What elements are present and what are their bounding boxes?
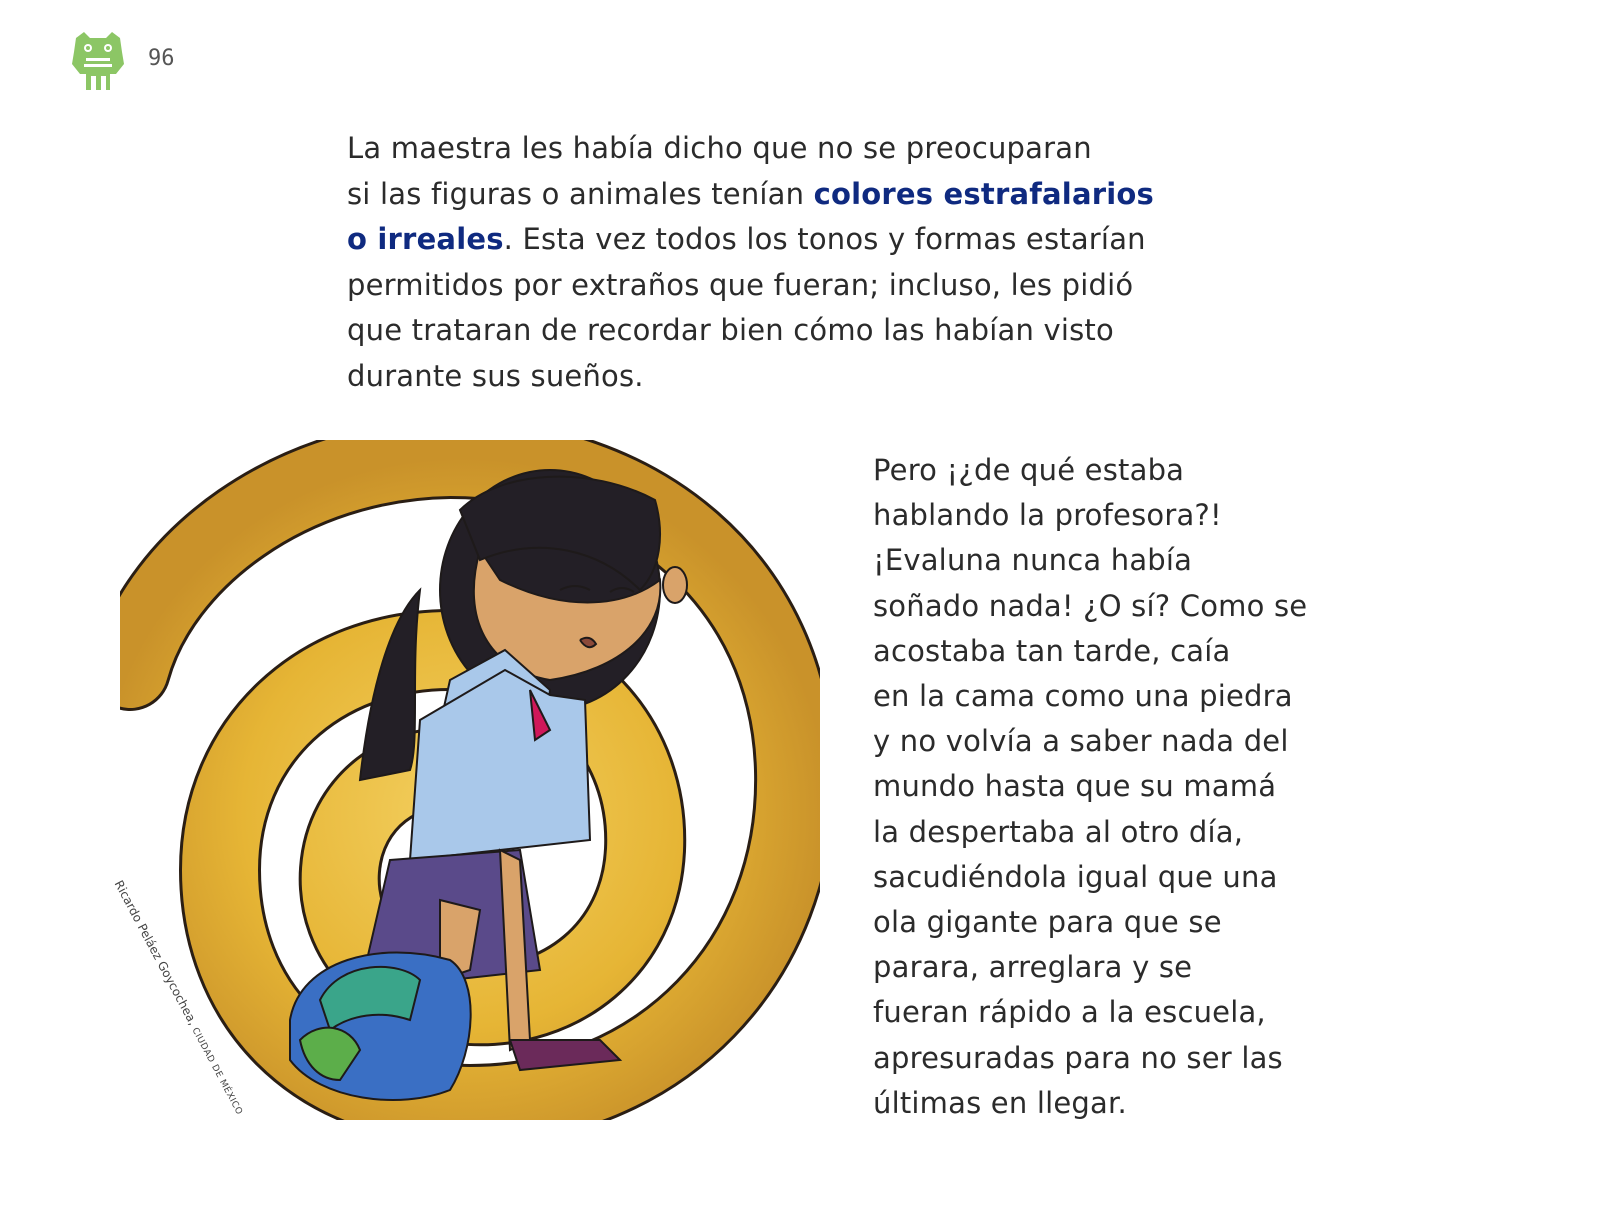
intro-line-3-text: . Esta vez todos los tonos y formas estarían <box>503 222 1146 256</box>
intro-line-4: permitidos por extraños que fueran; incluso, les pidió <box>347 267 1134 302</box>
side-line-12: parara, arreglara y se <box>873 950 1193 985</box>
intro-paragraph <box>347 126 1227 399</box>
side-line-5: acostaba tan tarde, caía <box>873 633 1231 668</box>
green-glyph-icon <box>70 30 126 92</box>
side-line-2: hablando la profesora?! <box>873 498 1222 533</box>
page-number: 96 <box>148 46 175 71</box>
page-header <box>70 30 210 100</box>
side-line-14: apresuradas para no ser las <box>873 1040 1283 1075</box>
intro-line-3 <box>347 217 1227 263</box>
side-line-13: fueran rápido a la escuela, <box>873 995 1266 1030</box>
side-line-4: soñado nada! ¿O sí? Como se <box>873 588 1308 623</box>
intro-line-1: La maestra les había dicho que no se preocuparan <box>347 131 1092 165</box>
side-line-3: ¡Evaluna nunca había <box>873 543 1193 578</box>
intro-line-2-text: si las figuras o animales tenían <box>347 176 814 211</box>
emphasis-phrase-2: o irreales <box>347 222 504 256</box>
side-line-7: y no volvía a saber nada del <box>873 724 1289 759</box>
girl-spiral-illustration <box>120 440 820 1120</box>
side-line-10: sacudiéndola igual que una <box>873 859 1278 894</box>
intro-line-5: que trataran de recordar bien cómo las habían visto <box>347 313 1114 347</box>
side-line-9: la despertaba al otro día, <box>873 814 1244 849</box>
credit-place: CIUDAD DE MÉXICO <box>189 1026 245 1117</box>
intro-line-2 <box>347 172 1227 218</box>
intro-line-6: durante sus sueños. <box>347 358 644 393</box>
side-line-6: en la cama como una piedra <box>873 679 1293 714</box>
side-line-1: Pero ¡¿de qué estaba <box>873 453 1185 487</box>
side-line-15: últimas en llegar. <box>873 1085 1127 1120</box>
credit-name: Ricardo Peláez Goycochea, <box>111 878 201 1028</box>
emphasis-phrase-1: colores estrafalarios <box>813 176 1154 211</box>
side-line-11: ola gigante para que se <box>873 905 1222 940</box>
side-line-8: mundo hasta que su mamá <box>873 769 1277 804</box>
side-paragraph <box>873 448 1393 1126</box>
